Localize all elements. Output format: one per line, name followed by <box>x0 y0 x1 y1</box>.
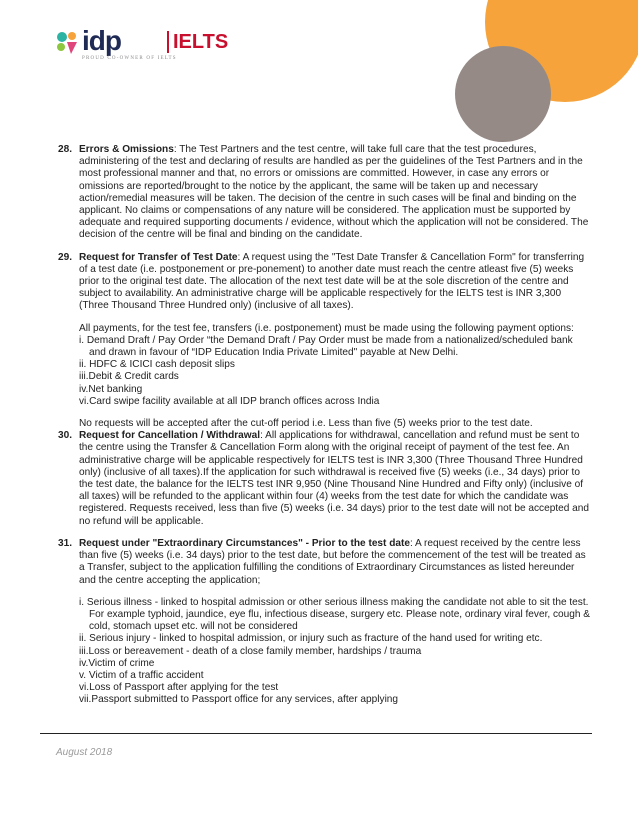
circumstance-item: vii.Passport submitted to Passport office for any services, after applying <box>79 694 399 706</box>
section-number: 30. <box>58 430 73 442</box>
logo-tagline: PROUD CO-OWNER OF IELTS <box>82 56 177 61</box>
section-29 <box>58 252 592 431</box>
footer-date: August 2018 <box>56 747 113 758</box>
section-title: Request for Cancellation / Withdrawal <box>79 430 261 442</box>
section-title: Request under "Extraordinary Circumstances" - Prior to the test date <box>79 537 410 549</box>
circumstance-item: iii.Loss or bereavement - death of a close family member, hardships / trauma <box>79 645 422 657</box>
circumstance-item: i. Serious illness - linked to hospital admission or other serious illness making the candidate not able to sit the test. For example typhoid, jaundice, eye flu, infectious disease, surgery etc. Please note, ordinary viral fever, cough & cold, stomach upset etc. will not be considered <box>79 596 591 633</box>
payment-option: ii. HDFC & ICICI cash deposit slips <box>79 359 235 371</box>
logo-word: idp <box>82 25 121 56</box>
section-text: : All applications for withdrawal, cancellation and refund must be sent to the centre using the Transfer & Cancellation Form along with the original receipt of payment of the test fee. An administrative charge will be applicable respectively for IELTS test is INR 3,300 (Three Thousand Three Hundred only) (inclusive of all taxes).If the application for such withdrawal is received five (5) weeks (i.e., 34 days) prior to the test date, the balance for the IELTS test INR 9,950 (Nine Thousand Nine Hundred and Fifty only) (inclusive of all taxes) will be refunded to the applicant within four (4) weeks from the test date for which the candidate was registered. Requests received, less than five (5) weeks (i.e. 34 days) prior to the test date will not be accepted and no refund will be applicable. <box>79 430 590 527</box>
section-text: : A request received by the centre less than five (5) weeks (i.e. 34 days) prior to the test date, but before the commencement of the test will be treated as a Transfer, subject to the application fulfilling the conditions of Extraordinary Circumstances as listed hereunder and the centre accepting the application; <box>79 537 586 586</box>
section-28 <box>58 144 592 242</box>
circumstance-item: ii. Serious injury - linked to hospital admission, or injury such as fracture of the hand used for writing etc. <box>79 633 543 645</box>
section-number: 29. <box>58 251 73 263</box>
logo-divider <box>167 31 169 53</box>
section-number: 31. <box>58 537 73 549</box>
cutoff-note: No requests will be accepted after the cut-off period i.e. Less than five (5) weeks prior to the test date. <box>79 418 533 430</box>
terms-content <box>58 144 592 717</box>
idp-ielts-logo <box>55 25 229 68</box>
payment-option: iv.Net banking <box>79 383 143 395</box>
idp-logo-icon <box>55 30 81 56</box>
payment-option: i. Demand Draft / Pay Order “the Demand Draft / Pay Order must be made from a nationalized/scheduled bank and drawn in favour of “IDP Education India Private Limited" payable at New Delhi. <box>79 334 573 359</box>
section-number: 28. <box>58 144 73 155</box>
section-30 <box>58 430 592 528</box>
payment-option: iii.Debit & Credit cards <box>79 371 179 383</box>
grey-circle <box>455 46 551 142</box>
logo-brand: IELTS <box>173 31 229 53</box>
circumstance-item: vi.Loss of Passport after applying for the test <box>79 682 279 694</box>
section-31 <box>58 538 592 707</box>
section-title: Errors & Omissions <box>79 144 174 155</box>
header-decoration <box>0 0 638 150</box>
payments-intro: All payments, for the test fee, transfers (i.e. postponement) must be made using the following payment options: <box>79 322 574 334</box>
footer-divider <box>40 733 592 734</box>
section-title: Request for Transfer of Test Date <box>79 251 238 263</box>
circumstance-item: v. Victim of a traffic accident <box>79 669 204 681</box>
section-text: : The Test Partners and the test centre, will take full care that the test procedures, administering of the test and declaring of results are handled as per the guidelines of the Test Partners and in the most professional manner and that, no errors or omissions are committed. However, in case any errors or omissions are reported/brought to the notice by the applicant, the same will be taken up and necessary action/remedial measures will be taken. The decision of the centre in such cases will be final and binding on the applicant. No claims or compensations of any nature will be considered. The application must be supported by adequate and required supporting documents / evidence, without which the application will not be considered. The decision of the centre will be final and binding on the candidate. <box>79 144 589 241</box>
section-text: : A request using the "Test Date Transfer & Cancellation Form" for transferring of a test date (i.e. postponement or pre-ponement) to another date must reach the centre atleast five (5) weeks prior to the original test date. The allocation of the next test date will be at the sole discretion of the centre and subject to availability. An administrative charge will be applicable respectively for the IELTS test is INR 3,300 (Three Thousand Three Hundred only) (inclusive of all taxes). <box>79 251 585 312</box>
circumstance-item: iv.Victim of crime <box>79 657 155 669</box>
payment-option: vi.Card swipe facility available at all IDP branch offices across India <box>79 395 380 407</box>
